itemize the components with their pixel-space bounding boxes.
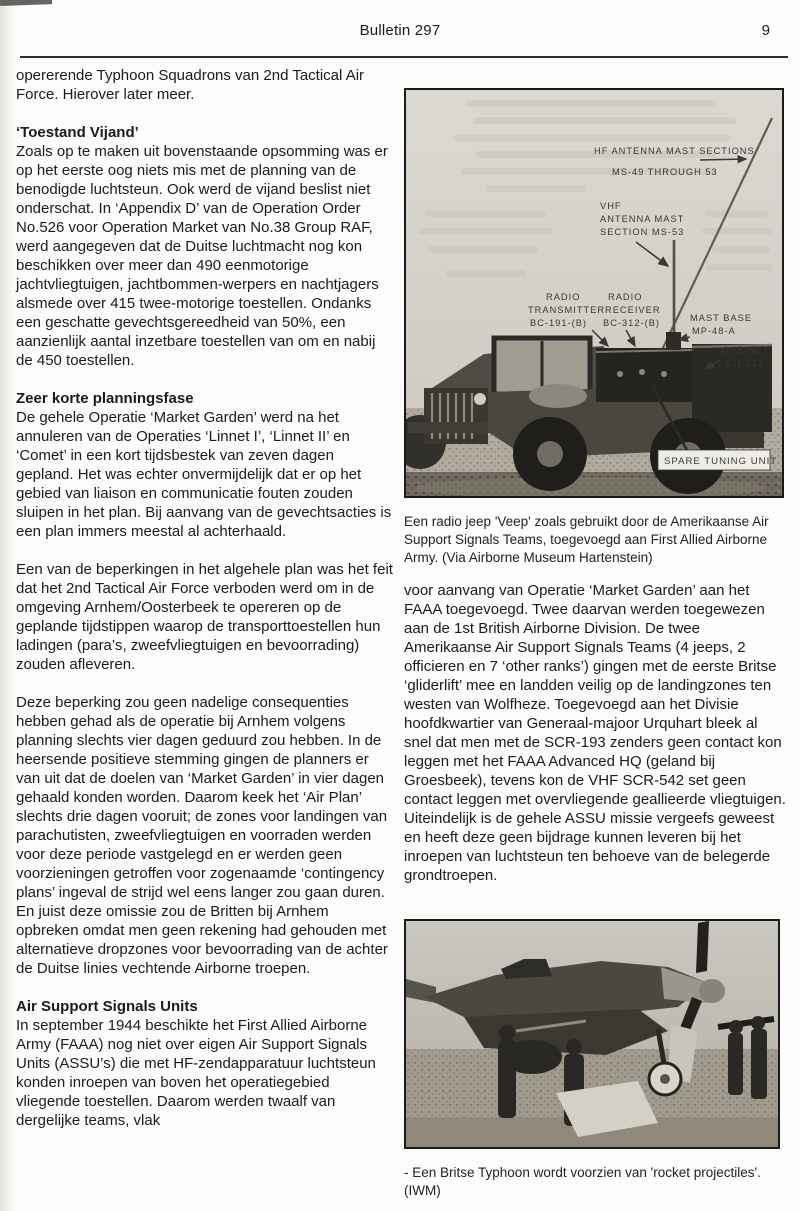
label-mast-base-1: MAST BASE bbox=[690, 313, 753, 323]
label-spare-tuning: SPARE TUNING UNIT bbox=[664, 456, 778, 467]
paragraph: Zoals op te maken uit bovenstaande opsomming was er op het eerste oog niets mis met de planning van de benodigde luchtsteun. Ook werd de vijand beslist niet onderschat. In ‘Appendix D’ van de Operation Order No.526 voor Operation Market van No.38 Group RAF, werd aangegeven dat de Duitse luchtmacht nog kon beschikken over meer dan 490 eenmotorige jachtvliegtuigen, jachtbommen-werpers en nachtjagers alsmede over 415 twee-motorige toestellen. Ondanks een geschatte gevechtsgereedheid van 50%, een aanzienlijk aantal inzetbare toestellen van om en nabij de 450 toestellen. bbox=[16, 143, 388, 369]
seat-back bbox=[529, 384, 587, 408]
label-receiver-2: RECEIVER bbox=[605, 305, 661, 315]
jeep-photo-illustration bbox=[406, 90, 782, 496]
header-divider bbox=[20, 56, 788, 58]
front-hub bbox=[537, 441, 563, 467]
propeller-blade-up bbox=[696, 921, 709, 973]
label-cabinet-2: CH-217 bbox=[726, 358, 765, 368]
label-hf-antenna-2: MS-49 THROUGH 53 bbox=[612, 167, 718, 177]
typhoon-photo-caption: - Een Britse Typhoon wordt voorzien van 'rocket projectiles'. (IWM) bbox=[404, 1165, 761, 1198]
mast-base-unit bbox=[666, 332, 681, 350]
label-vhf-3: SECTION MS-53 bbox=[600, 227, 685, 237]
spinner bbox=[699, 979, 725, 1003]
paragraph: opererende Typhoon Squadrons van 2nd Tactical Air Force. Hierover later meer. bbox=[16, 67, 365, 103]
radio-set-boxes bbox=[596, 348, 692, 402]
radio-dial bbox=[617, 371, 623, 377]
label-cabinet-1: CABINET bbox=[722, 345, 770, 355]
typhoon-photo bbox=[404, 919, 780, 1149]
label-mast-base-2: MP-48-A bbox=[692, 326, 736, 336]
paragraph: In september 1944 beschikte het First Allied Airborne Army (FAAA) nog niet over eigen Air Support Signals Units (ASSU’s) die met HF-zendapparatuur luchtsteun konden inroepen van boven het operatiegebied vliegende toestellen. Daarom werden twaalf van dergelijke teams, vlak bbox=[16, 1017, 376, 1129]
section-heading-assu: Air Support Signals Units bbox=[16, 998, 198, 1015]
headlight bbox=[474, 393, 486, 405]
paragraph: De gehele Operatie ‘Market Garden’ werd na het annuleren van de Operaties ‘Linnet I’, ‘Linnet II’ en ‘Comet’ in een kort tijdsbestek van zeven dagen gepland. Het was echter onvermijdelijk dat er op het gebied van liaison en communicatie fouten zouden sluipen in het plan. Bij aanvang van de gevechtsacties is een plan immers meestal al achterhaald. bbox=[16, 409, 392, 540]
label-transmitter-2: TRANSMITTER bbox=[528, 305, 606, 315]
left-column bbox=[16, 66, 393, 1149]
label-transmitter-1: RADIO bbox=[546, 292, 581, 302]
page-number: 9 bbox=[761, 22, 770, 39]
label-receiver-3: BC-312-(B) bbox=[603, 318, 661, 328]
page-title: Bulletin 297 bbox=[359, 22, 441, 39]
label-transmitter-3: BC-191-(B) bbox=[530, 318, 588, 328]
section-heading-toestand-vijand: ‘Toestand Vijand’ bbox=[16, 124, 139, 141]
wheel-hub bbox=[660, 1074, 670, 1084]
hf-label-arrow bbox=[700, 159, 746, 160]
label-receiver-1: RADIO bbox=[608, 292, 643, 302]
paragraph: Deze beperking zou geen nadelige consequenties hebben gehad als de operatie bij Arnhem volgens planning slechts vier dagen geduurd zou hebben. In de heersende positieve stemming gingen de planners er van uit dat de doelen van ‘Market Garden’ in vier dagen gehaald konden worden. Daarom keek het ‘Air Plan’ slechts drie dagen vooruit; de zones voor landingen van parachutisten, zweefvliegtuigen en voorraden werden voor deze periode vastgelegd en er werden geen voorzieningen getroffen voor zogenaamde ‘contingency plans’ ingeval de strijd wel eens langer zou gaan duren. En juist deze omissie zou de Britten bij Arnhem opbreken omdat men geen rekening had gehouden met alternatieve dropzones voor bevoorrading van de achter de Duitse linies vechtende Airborne troepen. bbox=[16, 694, 388, 977]
front-bumper bbox=[408, 422, 500, 433]
jeep-photo bbox=[404, 88, 784, 498]
typhoon-photo-illustration bbox=[406, 921, 778, 1147]
radio-dial bbox=[639, 369, 645, 375]
paragraph: voor aanvang van Operatie ‘Market Garden’ aan het FAAA toegevoegd. Twee daarvan werden toegewezen aan de 1st British Airborne Division. De twee Amerikaanse Air Support Signals Teams (4 jeeps, 2 officieren en 7 ‘other ranks’) gingen met de eerste Britse ‘gliderlift’ mee en landden veilig op de landingzones ten westen van Wolfheze. Toegevoegd aan het Divisie hoofdkwartier van Generaal-majoor Urquhart bleek al snel dat men met de SCR-193 zenders geen contact kon leggen met het FAAA Advanced HQ (geland bij Groesbeek), tevens kon de VHF SCR-542 set geen contact leggen met overvliegende geallieerde vliegtuigen. Uiteindelijk is de gehele ASSU missie vergeefs geweest en heeft deze geen bijdrage kunnen leveren bij het inroepen van luchtsteun ten behoeve van de belegerde grondtroepen. bbox=[404, 582, 786, 884]
scan-artifact bbox=[0, 0, 52, 6]
label-vhf-1: VHF bbox=[600, 201, 622, 211]
radio-dial bbox=[661, 371, 667, 377]
label-hf-antenna: HF ANTENNA MAST SECTIONS bbox=[594, 146, 755, 156]
right-column bbox=[404, 88, 790, 1200]
jeep-photo-caption: Een radio jeep 'Veep' zoals gebruikt door de Amerikaanse Air Support Signals Teams, toegevoegd aan First Allied Airborne Army. (Via Airborne Museum Hartenstein) bbox=[404, 514, 769, 565]
paragraph: Een van de beperkingen in het algehele plan was het feit dat het 2nd Tactical Air Force verboden werd om in de omgeving Arnhem/Oosterbeek te opereren op de geplande tijdstippen waarop de transporttoestellen hun ladingen (para’s, zweefvliegtuigen en bevoorrading) zouden afleveren. bbox=[16, 561, 393, 673]
section-heading-planningsfase: Zeer korte planningsfase bbox=[16, 390, 194, 407]
label-vhf-2: ANTENNA MAST bbox=[600, 214, 685, 224]
